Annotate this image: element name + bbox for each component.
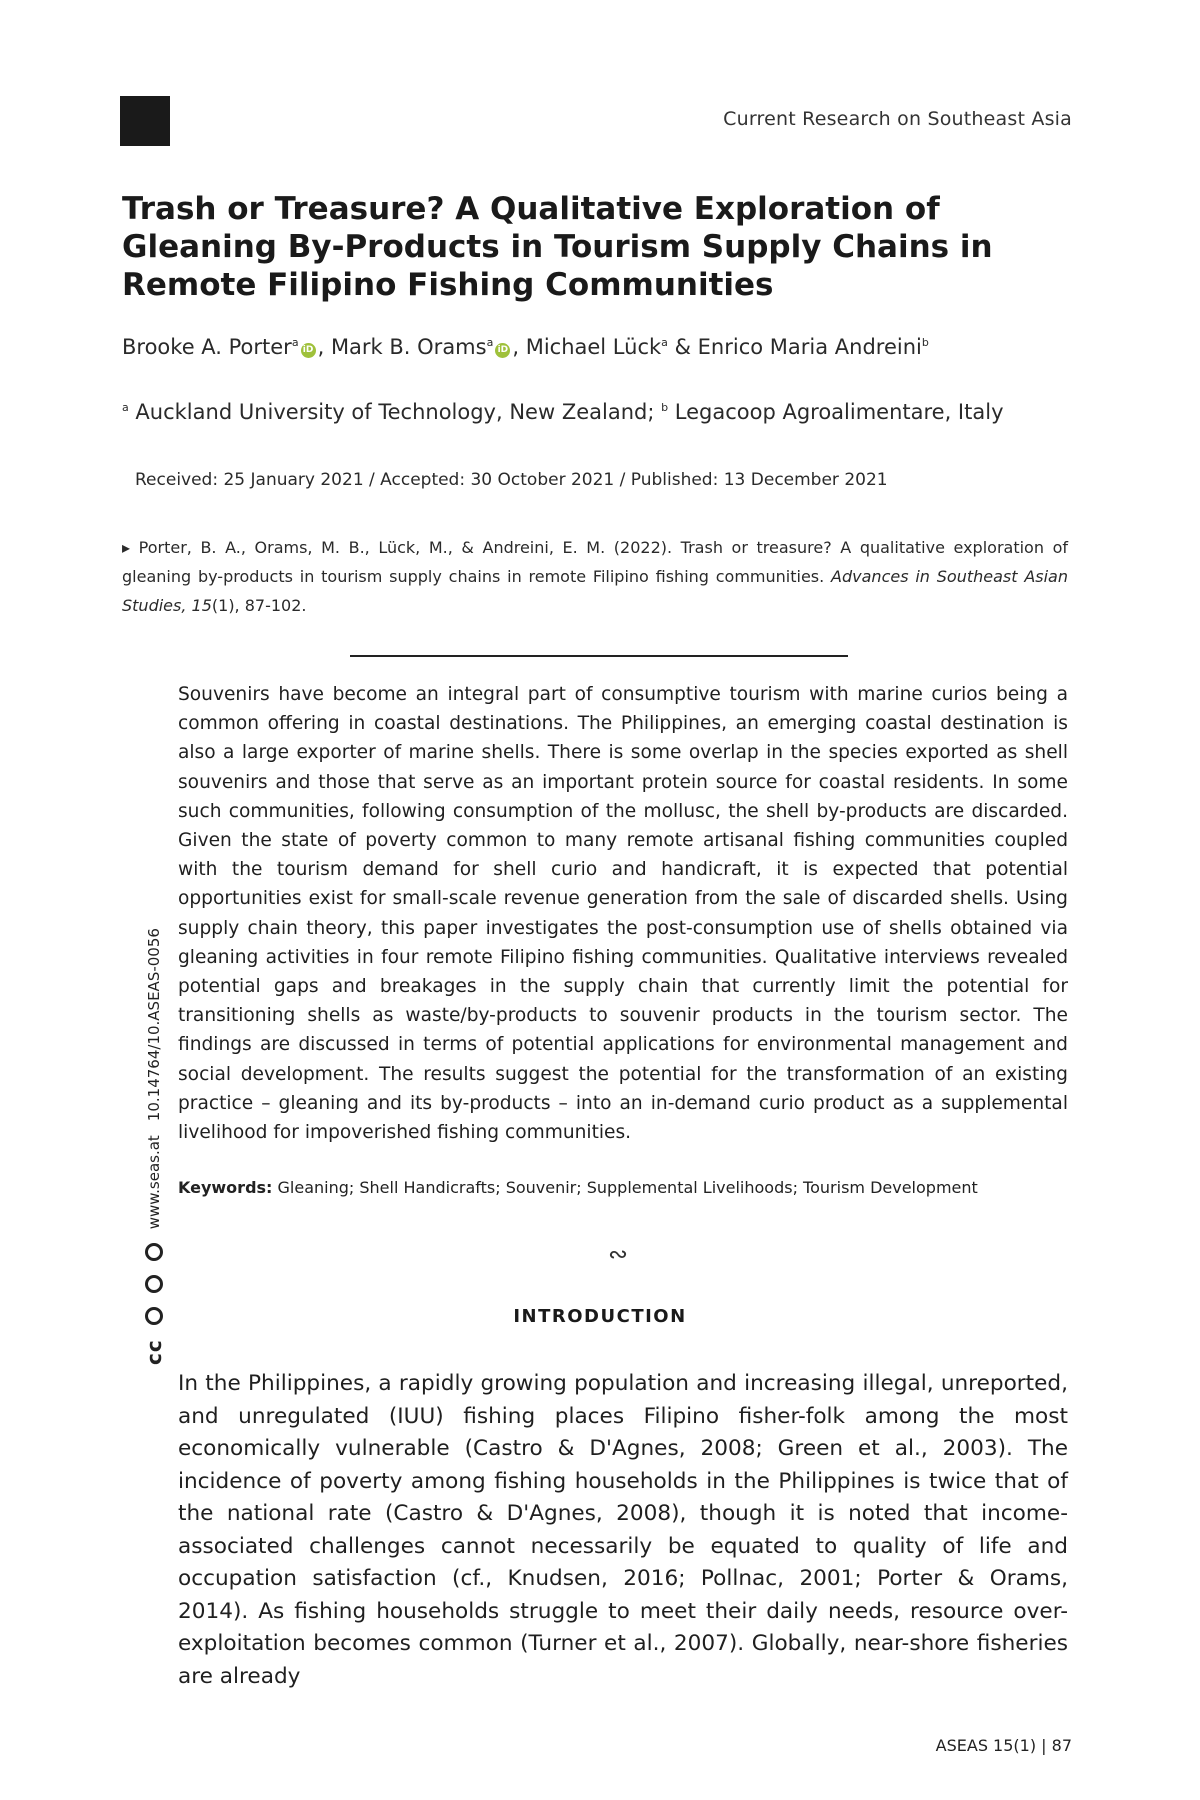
author-list: Brooke A. Porter$^a$iD , Mark B. Orams$^a$iD , Michael Lück$^a$ & Enrico Maria Andreini$^b$ bbox=[122, 335, 929, 359]
journal-mark-square bbox=[120, 96, 170, 146]
doi-link[interactable]: 10.14764/10.ASEAS-0056 bbox=[145, 928, 163, 1122]
nc-icon bbox=[145, 1275, 163, 1293]
affiliation-marker: a bbox=[291, 336, 299, 349]
divider bbox=[350, 655, 848, 657]
wave-ornament-icon: ∾ bbox=[608, 1240, 629, 1268]
citation: ▸ Porter, B. A., Orams, M. B., Lück, M., & Andreini, E. M. (2022). Trash or treasure? A qualitative exploration of gleaning by-products in tourism supply chains in remote Filipino fishing communities. Advances in Southeast Asian Studies, 15(1), 87-102. bbox=[122, 538, 1069, 615]
affiliation-marker: b bbox=[921, 336, 929, 349]
page-footer: ASEAS 15(1) | 87 bbox=[935, 1736, 1072, 1755]
running-head: Current Research on Southeast Asia bbox=[723, 108, 1072, 130]
sidebar-meta bbox=[142, 928, 166, 1365]
by-icon bbox=[145, 1307, 163, 1325]
sa-icon bbox=[145, 1243, 163, 1261]
citation-marker-icon: ▸ bbox=[122, 538, 131, 557]
journal-name: Advances in Southeast Asian Studies, 15 bbox=[122, 567, 1069, 615]
keywords bbox=[178, 1178, 1078, 1197]
abstract: Souvenirs have become an integral part of consumptive tourism with marine curios being a common offering in coastal destinations. The Philippines, an emerging coastal destination is also a large exporter of marine shells. There is some overlap in the species exported as shell souvenirs and those that serve as an important protein source for coastal residents. In some such communities, following consumption of the mollusc, the shell by-products are discarded. Given the state of poverty common to many remote artisanal fishing communities coupled with the tourism demand for shell curio and handicraft, it is expected that potential opportunities exist for small-scale revenue generation from the sale of discarded shells. Using supply chain theory, this paper investigates the post-consumption use of shells obtained via gleaning activities in four remote Filipino fishing communities. Qualitative interviews revealed potential gaps and breakages in the supply chain that currently limit the potential for transitioning shells as waste/by-products to souvenir products in the tourism sector. The findings are discussed in terms of potential applications for environmental management and social development. The results suggest the potential for the transformation of an existing practice – gleaning and its by-products – into an in-demand curio product as a supplemental livelihood for impoverished fishing communities. bbox=[178, 684, 1068, 1144]
cc-license-icon[interactable]: cc bbox=[142, 1339, 166, 1365]
author-name[interactable]: Michael Lück bbox=[525, 335, 662, 359]
affiliation-marker: a bbox=[486, 336, 494, 349]
author-name[interactable]: Brooke A. Porter bbox=[122, 335, 292, 359]
website-link[interactable]: www.seas.at bbox=[145, 1135, 163, 1230]
orcid-icon[interactable]: iD bbox=[495, 343, 510, 358]
section-heading-introduction: INTRODUCTION bbox=[513, 1306, 687, 1327]
affiliations: $^a$ Auckland University of Technology, New Zealand; $^b$ Legacoop Agroalimentare, Italy bbox=[122, 400, 1004, 424]
article-title: Trash or Treasure? A Qualitative Exploration of Gleaning By-Products in Tourism Supply Chains in Remote Filipino Fishing Communities bbox=[122, 191, 993, 303]
orcid-icon[interactable]: iD bbox=[301, 343, 316, 358]
author-name[interactable]: Enrico Maria Andreini bbox=[697, 335, 922, 359]
introduction-text: In the Philippines, a rapidly growing population and increasing illegal, unreported, and unregulated (IUU) fishing places Filipino fisher-folk among the most economically vulnerable (Castro & D'Agnes, 2008; Green et al., 2003). The incidence of poverty among fishing households in the Philippines is twice that of the national rate (Castro & D'Agnes, 2008), though it is noted that income-associated challenges cannot necessarily be equated to quality of life and occupation satisfaction (cf., Knudsen, 2016; Pollnac, 2001; Porter & Orams, 2014). As fishing households struggle to meet their daily needs, resource over-exploitation becomes common (Turner et al., 2007). Globally, near-shore fisheries are already bbox=[178, 1371, 1068, 1689]
author-name[interactable]: Mark B. Orams bbox=[330, 335, 487, 359]
keywords-label: Keywords: bbox=[178, 1178, 273, 1197]
keywords-list: Gleaning; Shell Handicrafts; Souvenir; Supplemental Livelihoods; Tourism Development bbox=[272, 1178, 978, 1197]
affiliation-marker: a bbox=[661, 336, 668, 349]
publication-dates: Received: 25 January 2021 / Accepted: 30 October 2021 / Published: 13 December 2021 bbox=[135, 470, 888, 490]
